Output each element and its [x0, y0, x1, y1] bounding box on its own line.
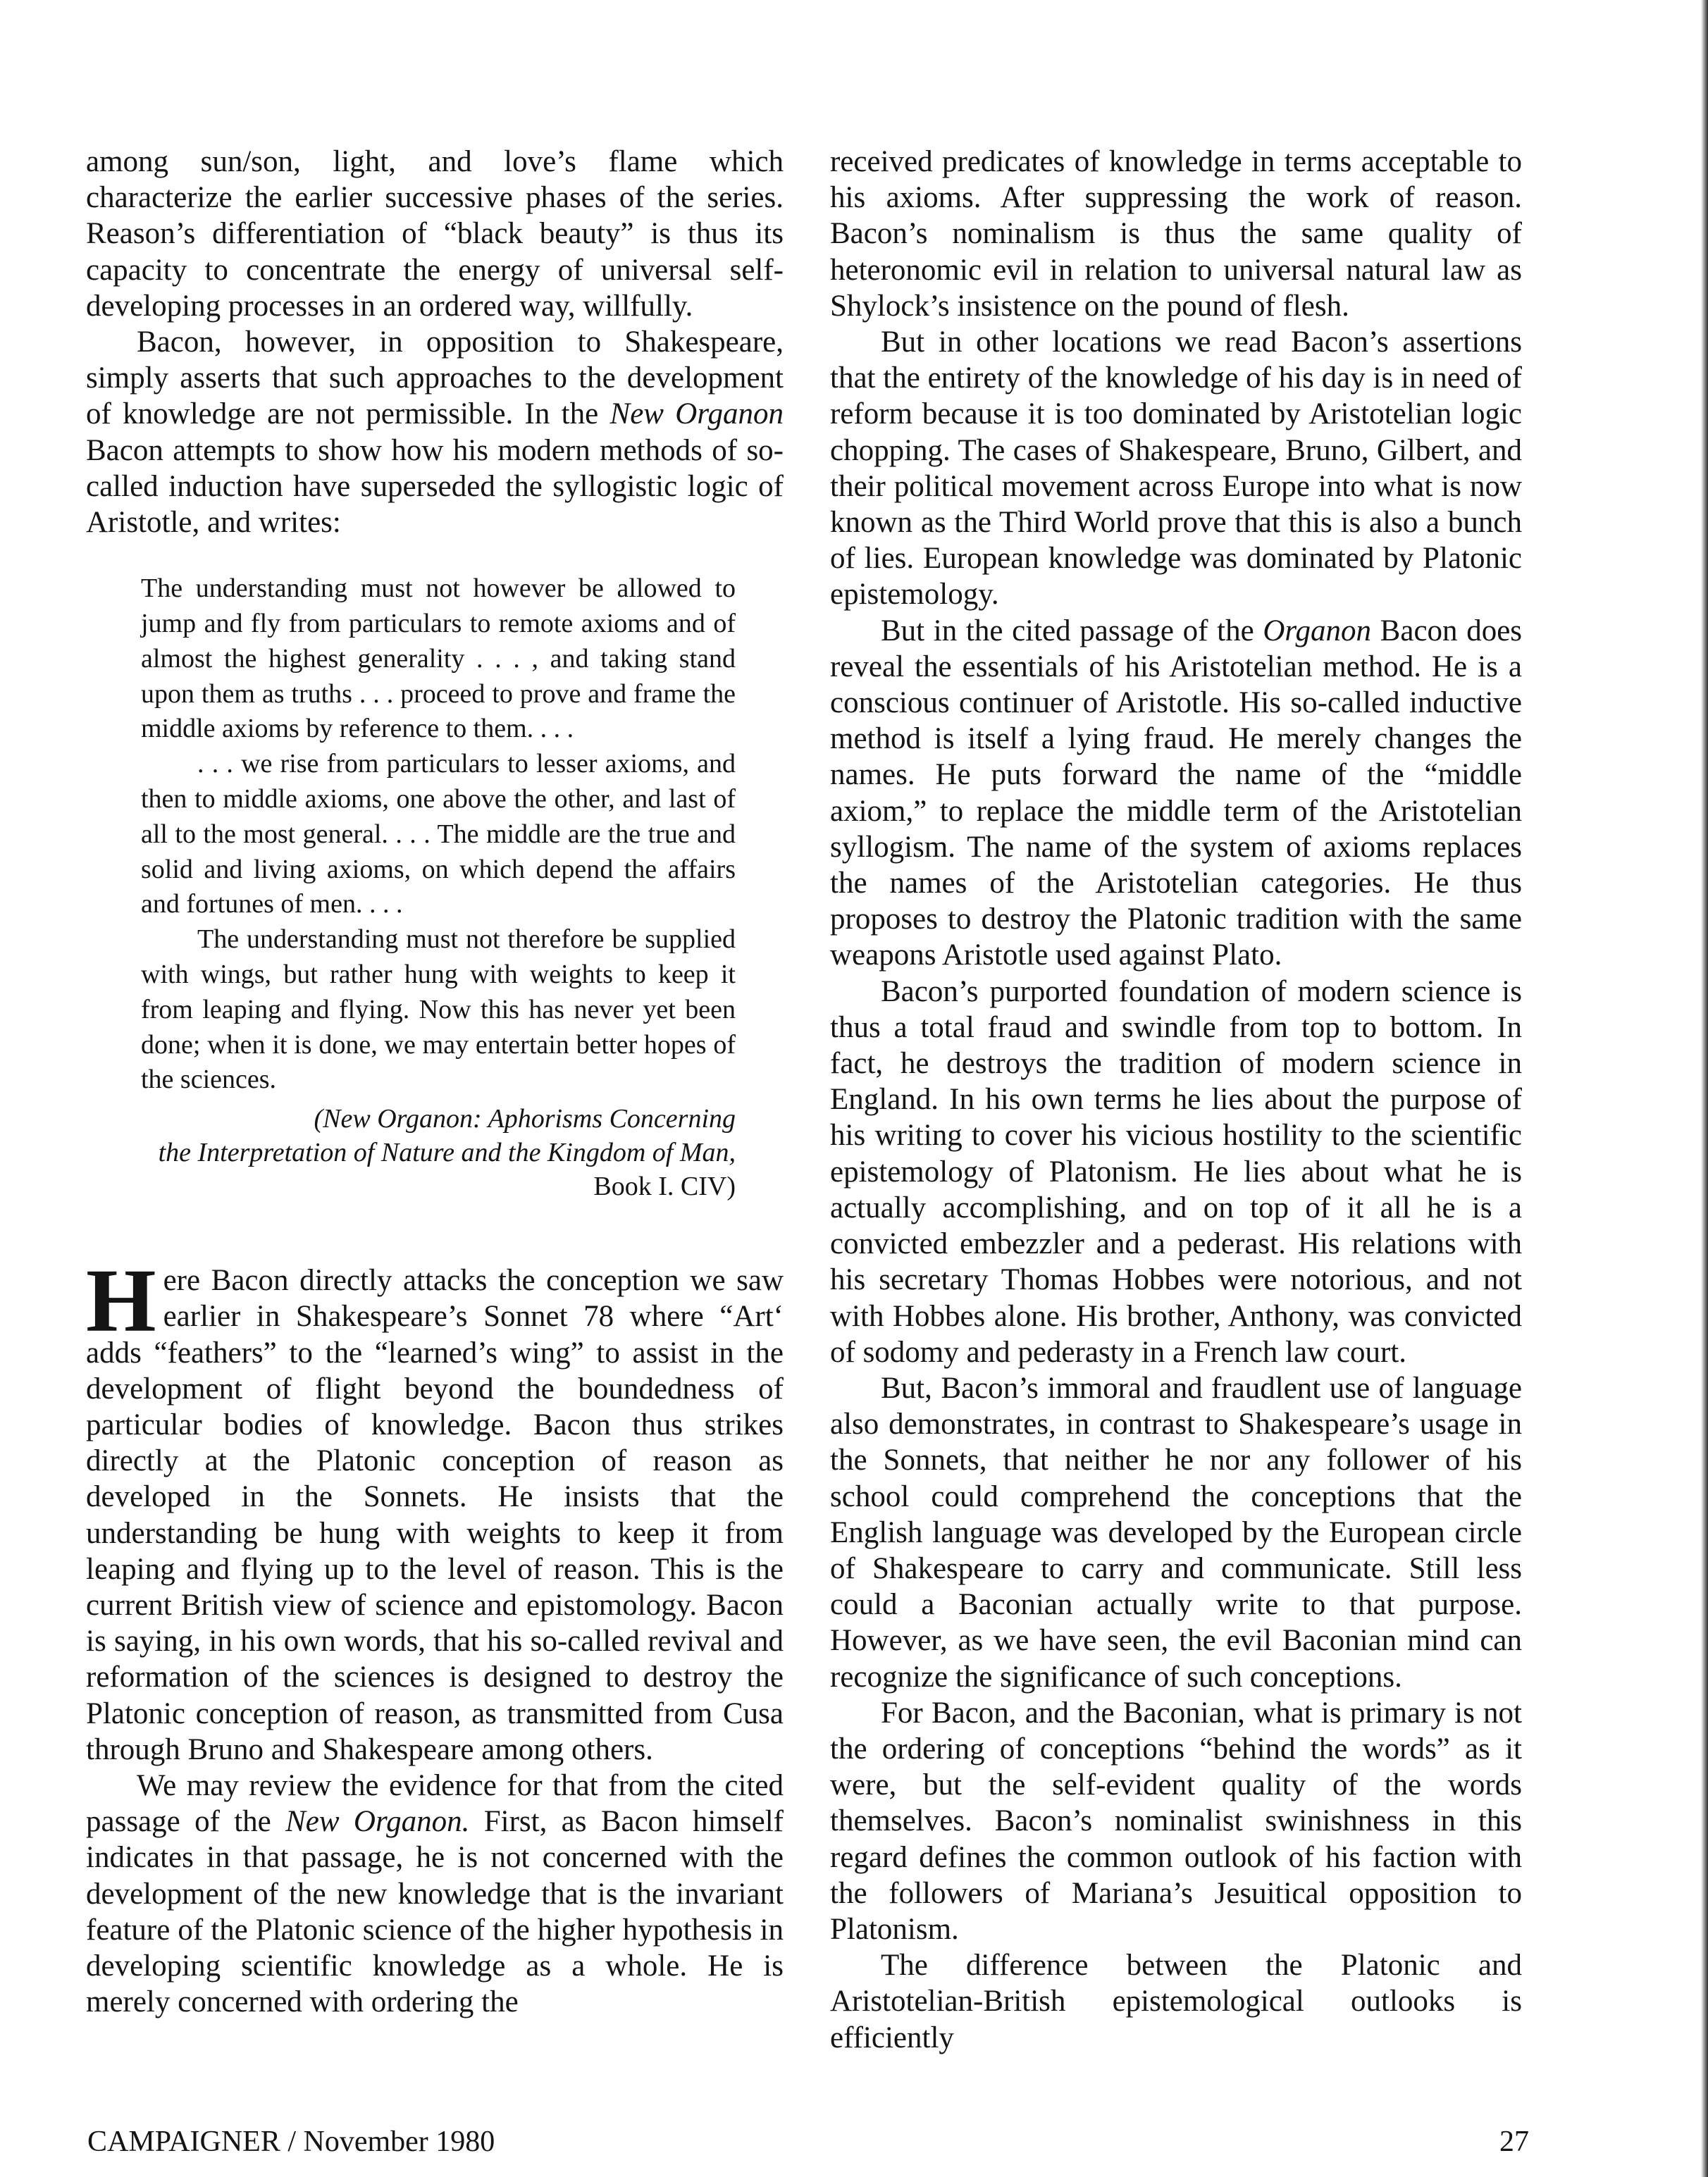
- paragraph: Bacon’s purported foundation of modern science is thus a total fraud and swindle from top to bottom. In fact, he destroys the tradition of modern science in England. In his own terms he lies about the purpose of his writing to cover his vicious hostility to the scientific epistemology of Platonism. He lies about what he is actually accomplishing, and on top of it all he is a convicted embezzler and a pederast. His relations with his secretary Thomas Hobbes were notorious, and not with Hobbes alone. His brother, Anthony, was convicted of sodomy and pederasty in a French law court.: [830, 974, 1522, 1369]
- scan-edge: [1701, 0, 1708, 2177]
- quote-paragraph: The understanding must not however be allowed to jump and fly from particulars to remote axioms and of almost the highest generality . . . , and taking stand upon them as truths . . . proceed to prove and frame the middle axioms by reference to them. . . .: [141, 573, 736, 744]
- drop-cap: H: [86, 1251, 156, 1351]
- quote-citation: [86, 1102, 736, 1203]
- text-run: Bacon, however, in opposition to Shakespeare, simply asserts that such approaches to the development of knowledge are not permissible. In the: [86, 325, 784, 431]
- left-column: [86, 144, 784, 2020]
- text-run: Bacon attempts to show how his modern methods of so-called induction have superseded the syllogistic logic of Aristotle, and writes:: [86, 433, 784, 540]
- quote-paragraph: The understanding must not therefore be supplied with wings, but rather hung with weights to keep it from leaping and flying. Now this has never yet been done; when it is done, we may entertain better hopes of the sciences.: [141, 924, 736, 1095]
- paragraph: But in other locations we read Bacon’s assertions that the entirety of the knowledge of his day is in need of reform because it is too dominated by Aristotelian logic chopping. The cases of Shakespeare, Bruno, Gilbert, and their political movement across Europe into what is now known as the Third World prove that this is also a bunch of lies. European knowledge was dominated by Platonic epistemology.: [830, 325, 1522, 612]
- text-run: But in the cited passage of the: [881, 614, 1263, 647]
- citation-line: Book I. CIV): [593, 1172, 736, 1202]
- publication-footer: CAMPAIGNER / November 1980: [87, 2126, 495, 2158]
- paragraph: [86, 1768, 784, 2020]
- paragraph: But, Bacon’s immoral and fraudlent use of language also demonstrates, in contrast to Shakespeare’s usage in the Sonnets, that neither he nor any follower of his school could comprehend the conceptions that the English language was developed by the European circle of Shakespeare to carry and communicate. Still less could a Baconian actually write to that purpose. However, as we have seen, the evil Baconian mind can recognize the significance of such conceptions.: [830, 1371, 1522, 1694]
- page-number: 27: [1499, 2126, 1529, 2158]
- paragraph: [830, 613, 1522, 974]
- text-run: We may review the evidence for that from the cited passage of the: [86, 1769, 784, 1839]
- paragraph: For Bacon, and the Baconian, what is primary is not the ordering of conceptions “behind the words” as it were, but the self-evident quality of the words themselves. Bacon’s nominalist swinishness in this regard defines the common outlook of his faction with the followers of Mariana’s Jesuitical opposition to Platonism.: [830, 1696, 1522, 1946]
- paragraph: received predicates of knowledge in terms acceptable to his axioms. After suppressing the work of reason. Bacon’s nominalism is thus the same quality of heteronomic evil in relation to universal natural law as Shylock’s insistence on the pound of flesh.: [830, 145, 1522, 323]
- book-title: New Organon: [609, 397, 784, 431]
- text-run: Bacon does reveal the essentials of his Aristotelian method. He is a conscious continuer of Aristotle. His so-called inductive method is itself a lying fraud. He merely changes the names. He puts forward the name of the “middle axiom,” to replace the middle term of the Aristotelian syllogism. The name of the system of axioms replaces the names of the Aristotelian categories. He thus proposes to destroy the Platonic tradition with the same weapons Aristotle used against Plato.: [830, 614, 1523, 972]
- block-quote: [141, 571, 736, 1098]
- section-opening-paragraph: [86, 1251, 784, 1768]
- text-run: First, as Bacon himself indicates in that passage, he is not concerned with the development of the new knowledge that is the invariant feature of the Platonic science of the higher hypothesis in developing scientific knowledge as a whole. He is merely concerned with ordering the: [86, 1805, 784, 2019]
- text-run: ere Bacon directly attacks the conception we saw earlier in Shakespeare’s Sonnet 78 where “Art‘ adds “feathers” to the “learned’s wing” to assist in the development of flight beyond the boundedness of particular bodies of knowledge. Bacon thus strikes directly at the Platonic conception of reason as developed in the Sonnets. He insists that the understanding be hung with weights to keep it from leaping and flying up to the level of reason. This is the current British view of science and epistomology. Bacon is saying, in his own words, that his so-called revival and reformation of the sciences is designed to destroy the Platonic conception of reason, as transmitted from Cusa through Bruno and Shakespeare among others.: [86, 1264, 784, 1766]
- book-title: New Organon.: [285, 1805, 470, 1839]
- book-title: Organon: [1263, 614, 1372, 647]
- quote-paragraph: . . . we rise from particulars to lesser axioms, and then to middle axioms, one above the other, and last of all to the most general. . . . The middle are the true and solid and living axioms, on which depend the affairs and fortunes of men. . . .: [141, 749, 736, 919]
- citation-line: (New Organon: Aphorisms Concerning: [314, 1104, 736, 1134]
- paragraph: [86, 324, 784, 540]
- paragraph: among sun/son, light, and love’s flame which characterize the earlier successive phases of the series. Reason’s differentiation of “black beauty” is thus its capacity to concentrate the energy of universal self-developing processes in an ordered way, willfully.: [86, 145, 784, 323]
- paragraph: The difference between the Platonic and Aristotelian-British epistemological outlooks is efficiently: [830, 1949, 1522, 2054]
- citation-line: the Interpretation of Nature and the Kingdom of Man,: [158, 1138, 736, 1168]
- right-column: [830, 144, 1522, 2056]
